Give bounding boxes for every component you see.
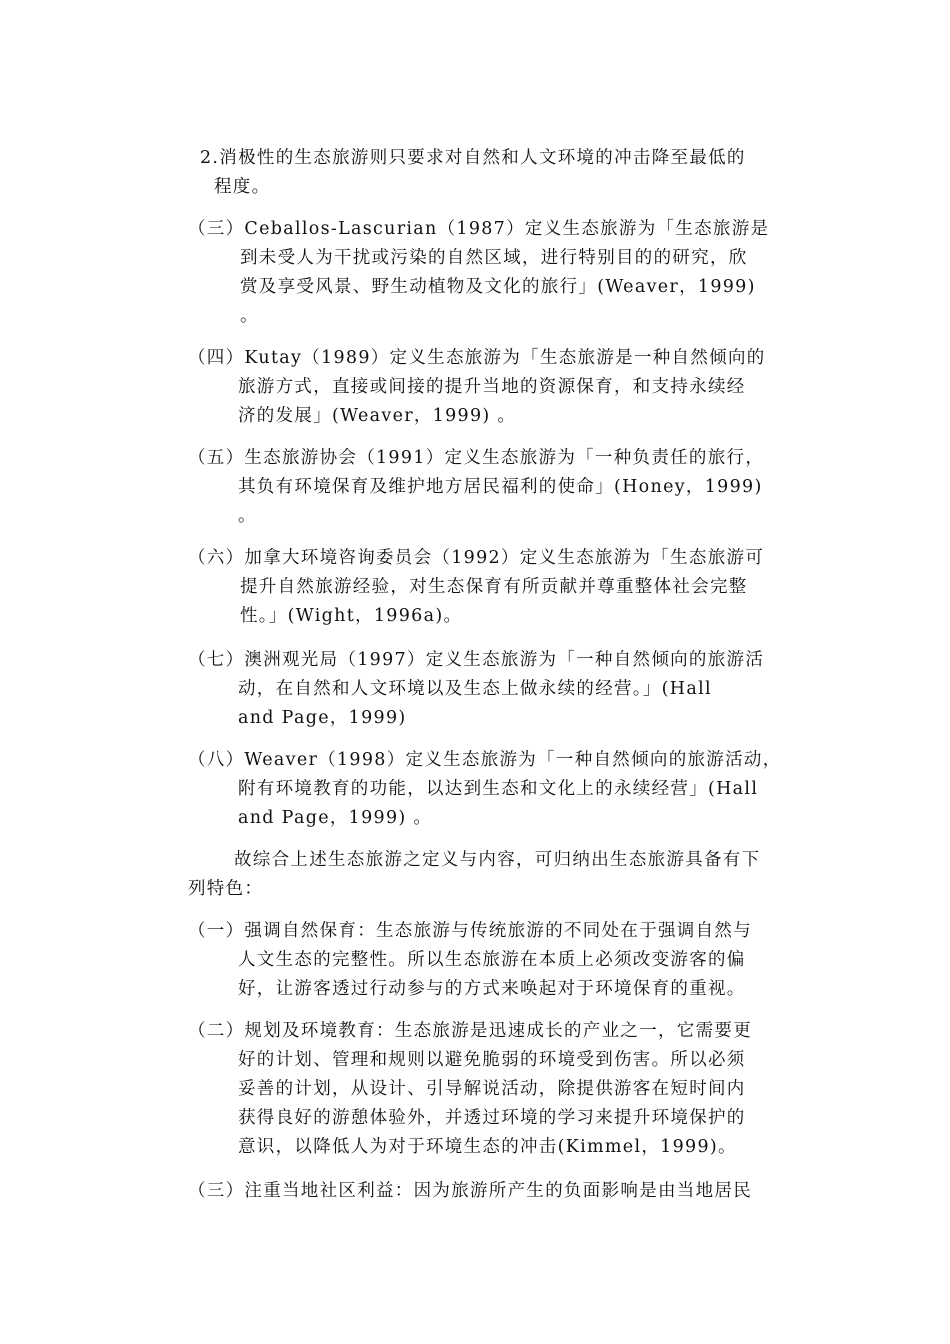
text-line: （八）Weaver（1998）定义生态旅游为「一种自然倾向的旅游活动， [188, 750, 782, 770]
text-line: 2.消极性的生态旅游则只要求对自然和人文环境的冲击降至最低的 [200, 148, 746, 168]
text-line: （三）注重当地社区利益：因为旅游所产生的负面影响是由当地居民 [188, 1181, 752, 1201]
text-line: 旅游方式，直接或间接的提升当地的资源保育，和支持永续经 [238, 377, 746, 397]
text-line: 。 [238, 506, 257, 526]
text-line: 性。」(Wight，1996a)。 [240, 606, 463, 626]
text-line: 人文生态的完整性。所以生态旅游在本质上必须改变游客的偏 [238, 950, 746, 970]
text-line: 赏及享受风景、野生动植物及文化的旅行」(Weaver，1999) [240, 277, 756, 297]
text-line: （二）规划及环境教育：生态旅游是迅速成长的产业之一，它需要更 [188, 1021, 752, 1041]
text-line: （六）加拿大环境咨询委员会（1992）定义生态旅游为「生态旅游可 [188, 548, 765, 568]
text-line: 济的发展」(Weaver，1999) 。 [238, 406, 517, 426]
text-line: 好，让游客透过行动参与的方式来唤起对于环境保育的重视。 [238, 979, 746, 999]
text-line: 动，在自然和人文环境以及生态上做永续的经营。」(Hall [238, 679, 712, 699]
text-line: 故综合上述生态旅游之定义与内容，可归纳出生态旅游具备有下 [234, 850, 761, 870]
text-line: （四）Kutay（1989）定义生态旅游为「生态旅游是一种自然倾向的 [188, 348, 766, 368]
text-line: 提升自然旅游经验，对生态保育有所贡献并尊重整体社会完整 [240, 577, 748, 597]
text-line: and Page，1999) [238, 708, 407, 728]
text-line: 附有环境教育的功能，以达到生态和文化上的永续经营」(Hall [238, 779, 759, 799]
text-line: 好的计划、管理和规则以避免脆弱的环境受到伤害。所以必须 [238, 1050, 746, 1070]
text-line: 列特色： [188, 879, 264, 899]
text-line: 到未受人为干扰或污染的自然区域，进行特别目的的研究，欣 [240, 248, 748, 268]
text-line: （七）澳洲观光局（1997）定义生态旅游为「一种自然倾向的旅游活 [188, 650, 765, 670]
text-line: 妥善的计划，从设计、引导解说活动，除提供游客在短时间内 [238, 1079, 746, 1099]
text-line: 其负有环境保育及维护地方居民福利的使命」(Honey，1999) [238, 477, 763, 497]
text-line: 。 [240, 306, 259, 326]
text-line: 程度。 [214, 177, 271, 197]
text-line: 意识，以降低人为对于环境生态的冲击(Kimmel，1999)。 [238, 1137, 737, 1157]
text-line: 获得良好的游憩体验外，并透过环境的学习来提升环境保护的 [238, 1108, 746, 1128]
text-line: （五）生态旅游协会（1991）定义生态旅游为「一种负责任的旅行， [188, 448, 765, 468]
text-line: （一）强调自然保育：生态旅游与传统旅游的不同处在于强调自然与 [188, 921, 752, 941]
text-line: （三）Ceballos-Lascurian（1987）定义生态旅游为「生态旅游是 [188, 219, 770, 239]
text-line: and Page，1999) 。 [238, 808, 433, 828]
